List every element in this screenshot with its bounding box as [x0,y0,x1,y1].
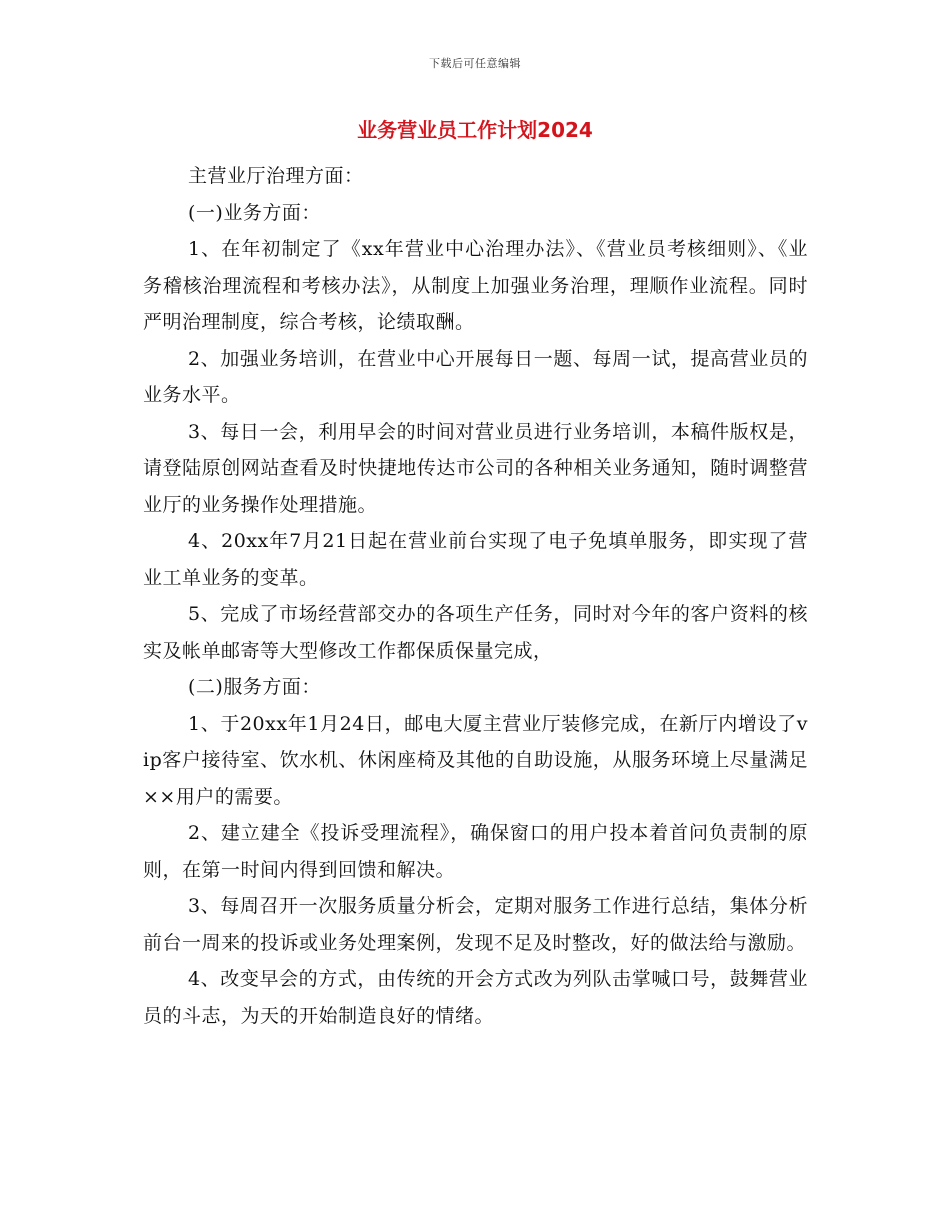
service-item-3: 3、每周召开一次服务质量分析会，定期对服务工作进行总结，集体分析前台一周来的投诉或业务处理案例，发现不足及时整改，好的做法给与激励。 [143,895,808,954]
service-item-2: 2、建立建全《投诉受理流程》，确保窗口的用户投本着首问负责制的原则，在第一时间内得到回馈和解决。 [143,822,808,881]
section-heading-business: (一)业务方面： [188,201,321,224]
business-item-1: 1、在年初制定了《xx年营业中心治理办法》、《营业员考核细则》、《业务稽核治理流程和考核办法》，从制度上加强业务治理，理顺作业流程。同时严明治理制度，综合考核，论绩取酬。 [143,238,808,333]
business-item-5: 5、完成了市场经营部交办的各项生产任务，同时对今年的客户资料的核实及帐单邮寄等大型修改工作都保质保量完成， [143,603,808,662]
service-item-1: 1、于20xx年1月24日，邮电大厦主营业厅装修完成，在新厅内增设了vip客户接待室、饮水机、休闲座椅及其他的自助设施，从服务环境上尽量满足××用户的需要。 [143,712,808,808]
business-item-3: 3、每日一会，利用早会的时间对营业员进行业务培训，本稿件版权是，请登陆原创网站查看及时快捷地传达市公司的各种相关业务通知，随时调整营业厅的业务操作处理措施。 [143,420,808,516]
document-body [143,158,808,1034]
page-header-note: 下载后可任意编辑 [429,57,521,70]
business-item-4: 4、20xx年7月21日起在营业前台实现了电子免填单服务，即实现了营业工单业务的变革。 [143,530,808,589]
section-intro: 主营业厅治理方面： [188,165,364,187]
service-item-4: 4、改变早会的方式，由传统的开会方式改为列队击掌喊口号，鼓舞营业员的斗志，为天的开始制造良好的情绪。 [143,968,808,1027]
section-heading-service: (二)服务方面： [188,676,321,698]
business-item-2: 2、加强业务培训，在营业中心开展每日一题、每周一试，提高营业员的业务水平。 [143,347,808,406]
document-title: 业务营业员工作计划2024 [357,118,593,142]
